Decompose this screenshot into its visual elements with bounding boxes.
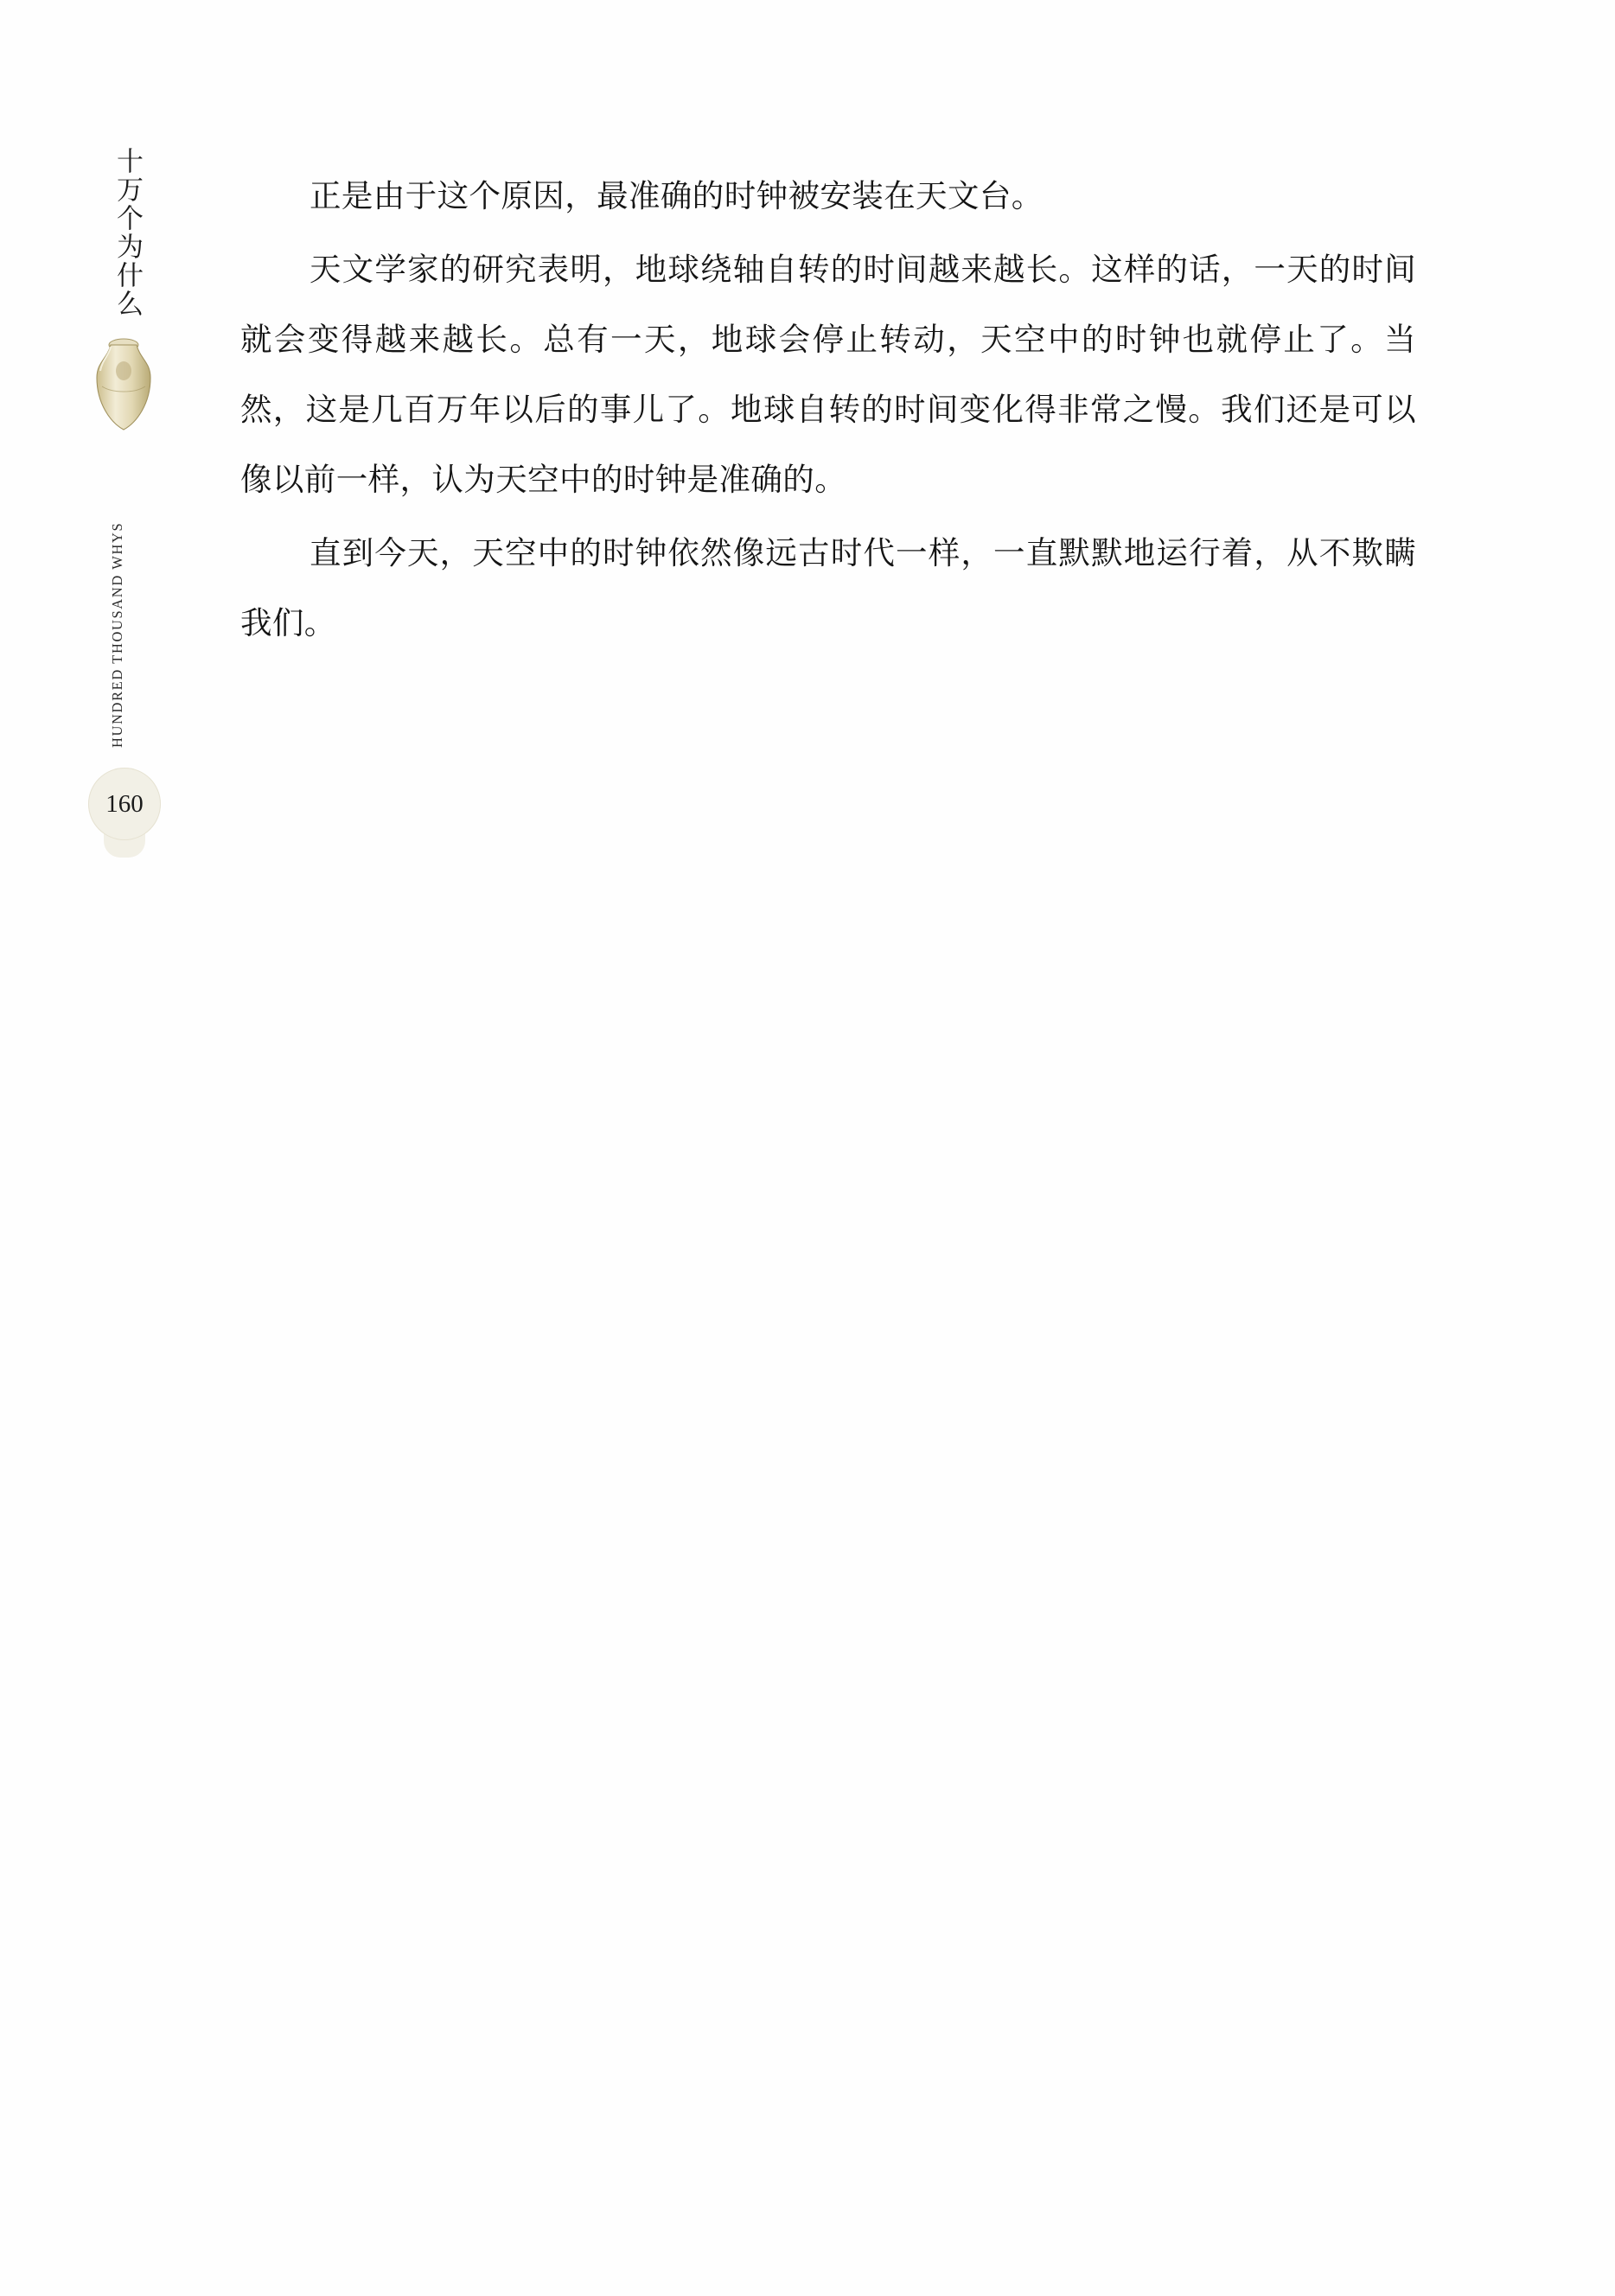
vase-ornament-icon <box>90 333 157 432</box>
page-number: 160 <box>105 789 144 818</box>
page-body-text <box>240 161 1416 661</box>
page-number-badge <box>88 768 161 861</box>
series-title-english: HUNDRED THOUSAND WHYS <box>109 521 125 748</box>
series-title-chinese: 十万个为什么 <box>112 147 143 318</box>
paragraph: 直到今天，天空中的时钟依然像远古时代一样，一直默默地运行着，从不欺瞒我们。 <box>240 534 1416 641</box>
paragraph: 正是由于这个原因，最准确的时钟被安装在天文台。 <box>310 177 1044 214</box>
page-sidebar <box>76 147 171 1011</box>
paragraph: 天文学家的研究表明，地球绕轴自转的时间越来越长。这样的话，一天的时间就会变得越来越长。总有一天，地球会停止转动，天空中的时钟也就停止了。当然，这是几百万年以后的事儿了。地球自转的时间变化得非常之慢。我们还是可以像以前一样，认为天空中的时钟是准确的。 <box>240 251 1416 498</box>
